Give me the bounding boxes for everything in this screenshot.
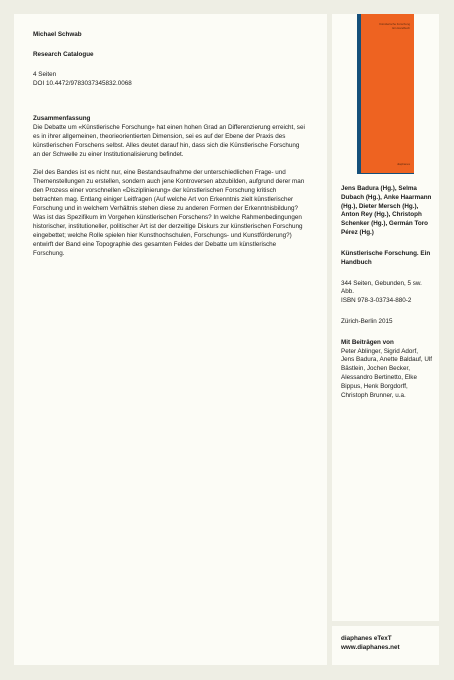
cover-title: Künstlerische Forschung Ein Handbuch	[379, 22, 410, 30]
book-info-panel	[332, 14, 439, 621]
book-editors: Jens Badura (Hg.), Selma Dubach (Hg.), Anke Haarmann (Hg.), Dieter Mersch (Hg.), Anton Rey (Hg.), Christoph Schenker (Hg.), Germán Toro Pérez (Hg.)	[341, 185, 432, 237]
article-panel	[14, 14, 327, 665]
author-name: Michael Schwab	[33, 31, 82, 38]
publisher-footer	[332, 626, 439, 665]
body-text: Ziel des Bandes ist es nicht nur, eine Bestandsaufnahme der unterschiedlichen Frage- und Themenstellungen zu erstellen, sondern auch jene Kontroversen abzubilden, aufgrund derer man den Prozess einer vorschnellen «Disziplinierung» der künstlerischen Forschung kritisch betrachten mag. Entlang einiger Leitfragen (Auf welche Art von Erkenntnis zielt künstlerischer Forschung und in welchem Verhältnis stehen diese zu anderen Formen der Erkenntnisbildung? Was ist das Spezifikum im Vorgehen künstlerischen Forschens? In welche Rahmenbedingungen historischer, institutioneller, politischer Art ist der derzeitige Diskurs zur künstlerischen Forschung eingebettet; welche Rolle spielen hier Kunsthochschulen, Forschungs- und Kunstförderung?) entwirft der Band eine Topographie des gesamten Feldes der Debatte um künstlerische Forschung.	[33, 169, 305, 257]
book-cover-image[interactable]	[357, 14, 414, 174]
book-place-year: Zürich-Berlin 2015	[341, 317, 393, 325]
abstract-text: Die Debatte um «Künstlerische Forschung» hat einen hohen Grad an Differenzierung erreicht, sei es in ihrer allgemeinen, theorieorientierten Dimension, sei es auf der Ebene der Praxis des künstlerischen Forschens selbst. Alles deutet darauf hin, dass sich die Künstlerische Forschung an der Schwelle zu einer Institutionalisierung befindet.	[33, 123, 305, 158]
article-meta	[33, 71, 307, 89]
catalogue-name: Research Catalogue	[33, 50, 94, 58]
publisher-website-link[interactable]: www.diaphanes.net	[341, 644, 400, 652]
book-specs: 344 Seiten, Gebunden, 5 sw. Abb.	[341, 279, 422, 296]
cover-publisher: diaphanes	[397, 162, 410, 167]
page-count: 4 Seiten	[33, 70, 57, 78]
abstract-heading: Zusammenfassung	[33, 114, 91, 122]
publisher-name: diaphanes eTexT	[341, 635, 392, 642]
doi-link[interactable]: DOI 10.4472/9783037345832.0068	[33, 79, 132, 87]
contributors-heading: Mit Beiträgen von	[341, 338, 394, 346]
book-isbn: ISBN 978-3-03734-880-2	[341, 297, 412, 305]
book-title: Künstlerische Forschung. Ein Handbuch	[341, 249, 431, 266]
book-details	[341, 280, 433, 306]
contributors-list: Peter Ablinger, Sigrid Adorf, Jens Badura, Anette Baldauf, Ulf Bästlein, Jochen Becker, Alessandro Bertinetto, Elke Bippus, Henk Borgdorff, Christoph Brunner, u.a.	[341, 347, 433, 399]
contributors-block	[341, 339, 433, 401]
